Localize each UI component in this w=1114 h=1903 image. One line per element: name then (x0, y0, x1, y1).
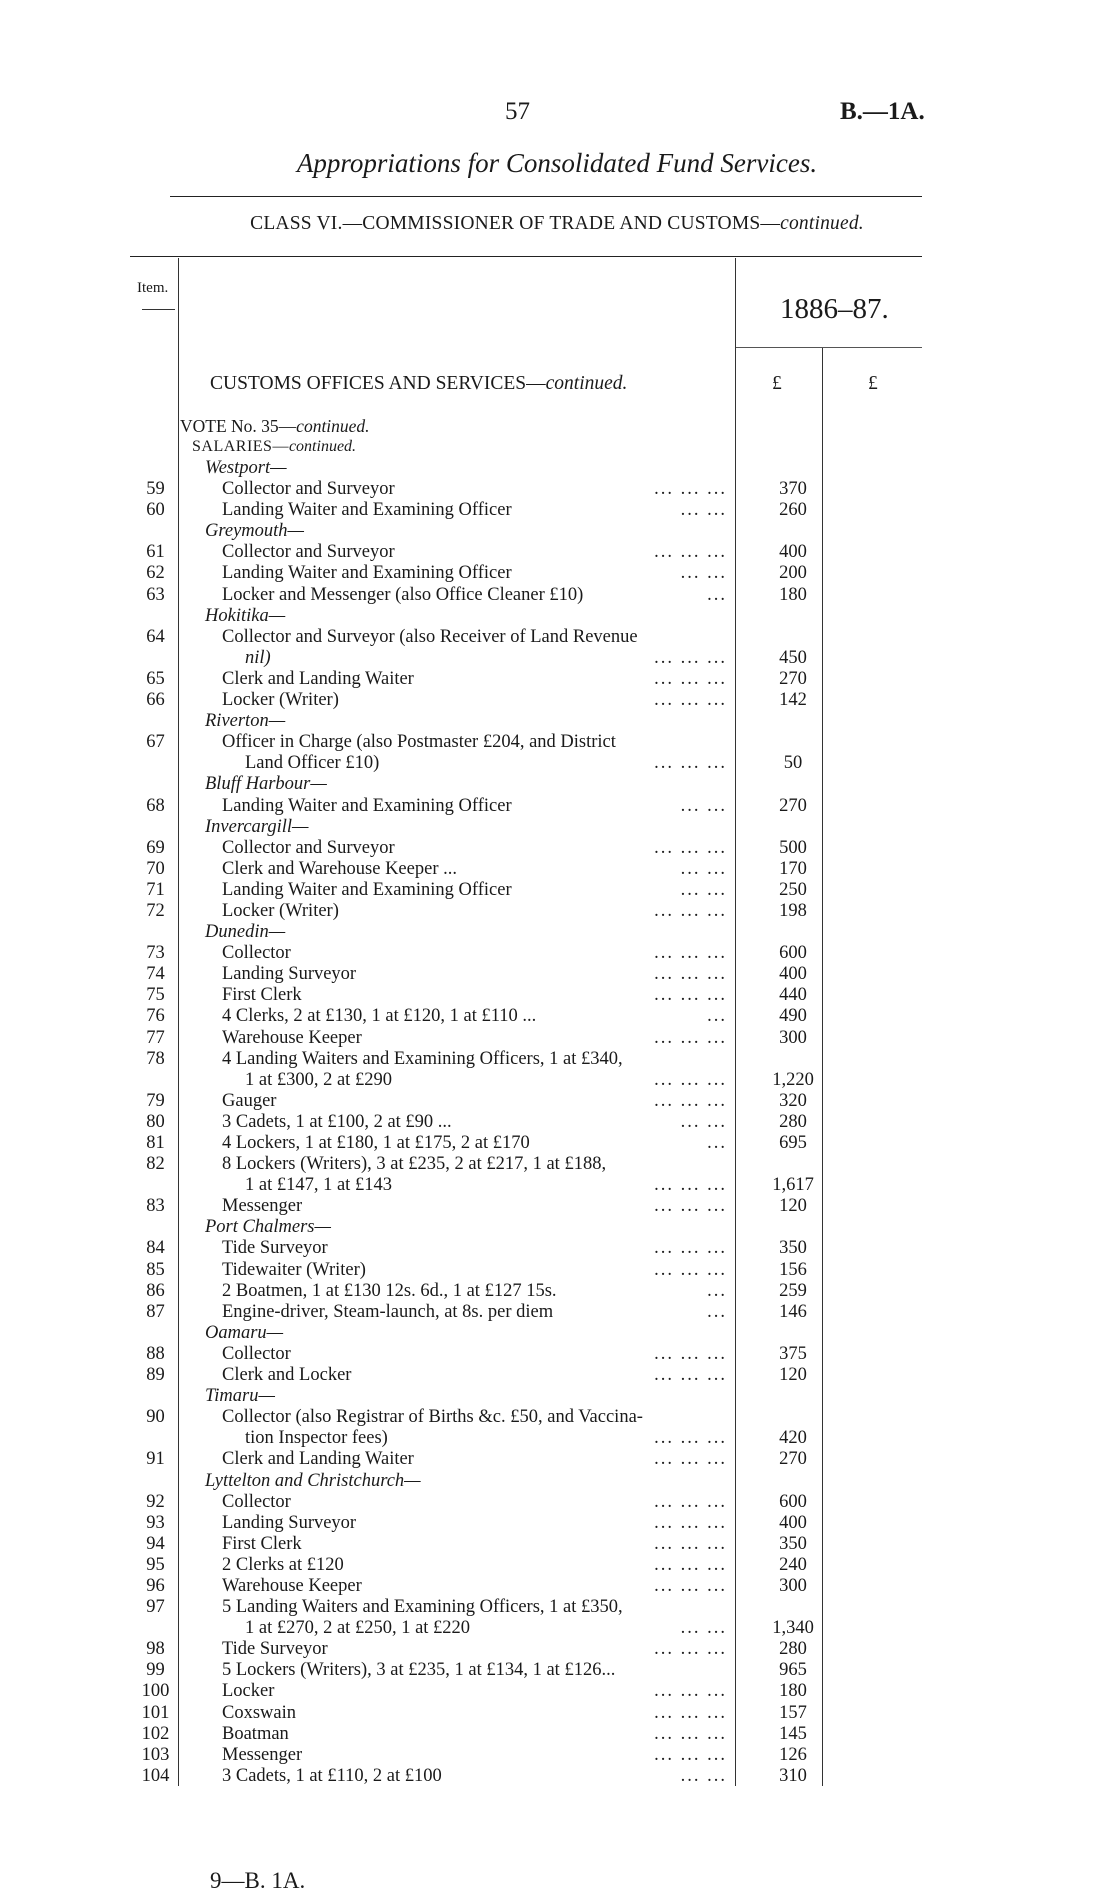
leader-dots-text: ... (707, 1280, 727, 1301)
table-row (0, 796, 1114, 817)
item-description: Warehouse Keeper (222, 1027, 362, 1048)
item-amount: 1,617 (772, 1175, 814, 1196)
item-description: Messenger (222, 1196, 303, 1217)
leader-dots-text: ... ... ... (654, 690, 727, 711)
item-amount: 350 (779, 1533, 807, 1554)
table-row (0, 648, 1114, 669)
leader-dots-text: ... ... ... (654, 1744, 727, 1765)
section-heading-cont: continued. (545, 373, 628, 394)
item-number: 78 (146, 1048, 165, 1069)
item-description: tion Inspector fees) (245, 1428, 388, 1449)
place-name: Bluff Harbour— (205, 774, 327, 795)
leader-dots-text: ... ... (680, 1765, 727, 1786)
item-number: 70 (146, 858, 165, 879)
table-row (0, 1745, 1114, 1766)
item-number: 71 (146, 879, 165, 900)
item-amount: 260 (779, 500, 807, 521)
item-amount: 145 (779, 1723, 807, 1744)
item-number: 89 (146, 1365, 165, 1386)
table-row (0, 1555, 1114, 1576)
item-description: 5 Lockers (Writers), 3 at £235, 1 at £134, 1 at £126... (222, 1660, 616, 1681)
item-number: 68 (146, 795, 165, 816)
item-description: Coxswain (222, 1702, 296, 1723)
leader-dots-text: ... ... ... (654, 900, 727, 921)
table-row (0, 985, 1114, 1006)
item-number: 95 (146, 1554, 165, 1575)
page-number: 57 (505, 98, 530, 125)
table-row (0, 1513, 1114, 1534)
item-amount: 300 (779, 1027, 807, 1048)
table-row (0, 690, 1114, 711)
section-heading (210, 373, 627, 395)
vote-heading (180, 416, 370, 437)
item-number: 73 (146, 943, 165, 964)
item-description: 1 at £270, 2 at £250, 1 at £220 (245, 1618, 471, 1639)
item-amount: 259 (779, 1280, 807, 1301)
item-number: 67 (146, 732, 165, 753)
salaries-heading (192, 438, 356, 456)
place-name: Timaru— (205, 1386, 275, 1407)
leader-dots-text: ... ... ... (654, 837, 727, 858)
item-amount: 280 (779, 1639, 807, 1660)
item-amount: 146 (779, 1301, 807, 1322)
item-description: Landing Waiter and Examining Officer (222, 879, 512, 900)
item-number: 92 (146, 1491, 165, 1512)
leader-dots-text: ... ... ... (654, 1259, 727, 1280)
place-heading-row (0, 521, 1114, 542)
leader-dots-text: ... ... ... (654, 985, 727, 1006)
table-row (0, 1407, 1114, 1428)
item-description: Landing Surveyor (222, 964, 357, 985)
table-row (0, 585, 1114, 606)
item-number: 76 (146, 1006, 165, 1027)
item-number: 66 (146, 690, 165, 711)
place-heading-row (0, 1471, 1114, 1492)
item-amount: 270 (779, 795, 807, 816)
item-number: 59 (146, 479, 165, 500)
item-number: 79 (146, 1090, 165, 1111)
place-heading-row (0, 1323, 1114, 1344)
leader-dots-text: ... ... ... (654, 964, 727, 985)
place-name: Westport— (205, 458, 287, 478)
item-number: 102 (141, 1723, 170, 1744)
title-rule (170, 196, 922, 197)
salaries-heading-cont: continued. (288, 438, 357, 455)
item-amount: 440 (779, 985, 807, 1006)
leader-dots-text: ... ... ... (654, 1175, 727, 1196)
place-name: Port Chalmers— (205, 1217, 331, 1238)
item-amount: 320 (779, 1090, 807, 1111)
item-number: 96 (146, 1575, 165, 1596)
table-row (0, 1260, 1114, 1281)
item-number: 99 (146, 1660, 165, 1681)
table-row (0, 732, 1114, 753)
item-amount: 180 (779, 1681, 807, 1702)
item-amount: 157 (779, 1702, 807, 1723)
item-amount: 270 (779, 668, 807, 689)
place-heading-row (0, 1386, 1114, 1407)
leader-dots-text: ... ... (680, 795, 727, 816)
place-heading-row (0, 711, 1114, 732)
table-row (0, 1238, 1114, 1259)
table-row (0, 880, 1114, 901)
item-amount: 198 (779, 900, 807, 921)
item-number: 91 (146, 1449, 165, 1470)
item-amount: 375 (779, 1343, 807, 1364)
leader-dots-text: ... ... (680, 500, 727, 521)
item-number: 69 (146, 837, 165, 858)
table-row (0, 479, 1114, 500)
item-description: Engine-driver, Steam-launch, at 8s. per diem (222, 1301, 554, 1322)
item-amount: 450 (779, 647, 807, 668)
item-description: Clerk and Landing Waiter (222, 668, 414, 689)
vote-heading-cont: continued. (296, 416, 370, 436)
item-amount: 490 (779, 1006, 807, 1027)
item-number: 84 (146, 1238, 165, 1259)
table-row (0, 1344, 1114, 1365)
table-row (0, 669, 1114, 690)
table-row (0, 1028, 1114, 1049)
item-amount: 126 (779, 1744, 807, 1765)
item-amount: 400 (779, 1512, 807, 1533)
place-heading-row (0, 1217, 1114, 1238)
item-description: Locker (Writer) (222, 900, 339, 921)
table-row (0, 1365, 1114, 1386)
item-number: 60 (146, 500, 165, 521)
item-amount: 1,340 (772, 1618, 814, 1639)
currency-symbol-totals: £ (868, 373, 878, 394)
table-row (0, 943, 1114, 964)
item-amount: 120 (779, 1365, 807, 1386)
item-number: 83 (146, 1196, 165, 1217)
table-top-rule (130, 256, 922, 257)
table-row (0, 1302, 1114, 1323)
item-amount: 400 (779, 964, 807, 985)
item-number: 90 (146, 1407, 165, 1428)
leader-dots-text: ... ... (680, 879, 727, 900)
year-under-rule (736, 347, 922, 348)
item-number: 74 (146, 964, 165, 985)
class-heading-cont: continued. (780, 213, 864, 234)
item-description: 2 Boatmen, 1 at £130 12s. 6d., 1 at £127 15s. (222, 1280, 557, 1301)
table-row (0, 500, 1114, 521)
item-description: Collector (222, 943, 291, 964)
item-number: 94 (146, 1533, 165, 1554)
vote-heading-main: VOTE No. 35— (180, 416, 297, 436)
item-amount: 350 (779, 1238, 807, 1259)
leader-dots-text: ... ... ... (654, 1575, 727, 1596)
place-name: Lyttelton and Christchurch— (205, 1470, 421, 1491)
item-description: Landing Waiter and Examining Officer (222, 795, 512, 816)
item-number: 63 (146, 584, 165, 605)
item-number: 72 (146, 900, 165, 921)
item-description: Tide Surveyor (222, 1238, 328, 1259)
document-reference: B.—1A. (840, 98, 925, 125)
item-amount: 370 (779, 479, 807, 500)
item-amount: 180 (779, 584, 807, 605)
footer-signature: 9—B. 1A. (210, 1868, 306, 1893)
item-amount: 420 (779, 1428, 807, 1449)
item-amount: 50 (783, 753, 803, 774)
table-row (0, 1281, 1114, 1302)
table-row (0, 1428, 1114, 1449)
leader-dots-text: ... (707, 1133, 727, 1153)
item-number: 100 (141, 1681, 170, 1702)
item-amount: 142 (779, 690, 807, 711)
place-name: Dunedin— (205, 922, 286, 943)
leader-dots-text: ... ... ... (654, 1449, 727, 1470)
item-amount: 156 (779, 1259, 807, 1280)
item-number: 80 (146, 1111, 165, 1132)
item-amount: 300 (779, 1575, 807, 1596)
item-description: First Clerk (222, 1533, 302, 1554)
place-name: Riverton— (205, 711, 286, 732)
item-description: Gauger (222, 1090, 277, 1111)
item-description: Tide Surveyor (222, 1639, 328, 1660)
leader-dots-text: ... ... ... (654, 1554, 727, 1575)
item-description: Clerk and Landing Waiter (222, 1449, 414, 1470)
item-description: Locker and Messenger (also Office Cleaner £10) (222, 584, 584, 605)
item-description: Collector and Surveyor (222, 542, 395, 563)
item-number: 75 (146, 985, 165, 1006)
leader-dots-text: ... ... ... (654, 1491, 727, 1512)
leader-dots-text: ... (707, 1301, 727, 1322)
item-number: 103 (141, 1744, 170, 1765)
table-row (0, 1766, 1114, 1787)
leader-dots-text: ... ... (680, 1111, 727, 1132)
item-description: 3 Cadets, 1 at £110, 2 at £100 (222, 1765, 442, 1786)
leader-dots-text: ... ... ... (654, 1428, 727, 1449)
table-row (0, 1492, 1114, 1513)
table-row (0, 1175, 1114, 1196)
item-number: 86 (146, 1280, 165, 1301)
item-amount: 695 (779, 1133, 807, 1153)
item-number: 61 (146, 542, 165, 563)
item-number: 97 (146, 1597, 165, 1618)
table-row (0, 1534, 1114, 1555)
item-description: Collector (222, 1343, 291, 1364)
place-heading-row (0, 922, 1114, 943)
item-amount: 310 (779, 1765, 807, 1786)
item-description: Tidewaiter (Writer) (222, 1259, 366, 1280)
appropriation-rows (0, 458, 1114, 1787)
item-column-header: Item. (137, 280, 169, 296)
item-number: 101 (141, 1702, 170, 1723)
place-heading-row (0, 774, 1114, 795)
leader-dots-text: ... ... (680, 858, 727, 879)
table-row (0, 1154, 1114, 1175)
item-number: 85 (146, 1259, 165, 1280)
item-number: 77 (146, 1027, 165, 1048)
table-row (0, 563, 1114, 584)
leader-dots-text: ... ... ... (654, 1533, 727, 1554)
item-description: 4 Lockers, 1 at £180, 1 at £175, 2 at £170 (222, 1133, 530, 1153)
item-amount: 965 (779, 1660, 807, 1681)
item-description: 4 Clerks, 2 at £130, 1 at £120, 1 at £110 ... (222, 1006, 537, 1027)
table-row (0, 542, 1114, 563)
item-amount: 200 (779, 563, 807, 584)
place-name: Oamaru— (205, 1322, 284, 1343)
item-description: Clerk and Locker (222, 1365, 352, 1386)
salaries-heading-main: SALARIES— (192, 438, 289, 455)
table-row (0, 964, 1114, 985)
item-description: Boatman (222, 1723, 289, 1744)
leader-dots-text: ... ... ... (654, 1639, 727, 1660)
item-description: Collector and Surveyor (222, 837, 395, 858)
item-description: 4 Landing Waiters and Examining Officers, 1 at £340, (222, 1048, 623, 1069)
leader-dots-text: ... ... ... (654, 1512, 727, 1533)
table-row (0, 838, 1114, 859)
item-number: 64 (146, 626, 165, 647)
item-amount: 400 (779, 542, 807, 563)
leader-dots-text: ... ... ... (654, 1702, 727, 1723)
place-heading-row (0, 606, 1114, 627)
item-description: 1 at £300, 2 at £290 (245, 1069, 392, 1090)
item-description: 8 Lockers (Writers), 3 at £235, 2 at £217, 1 at £188, (222, 1154, 607, 1175)
item-amount: 1,220 (772, 1069, 814, 1090)
table-row (0, 1660, 1114, 1681)
leader-dots-text: ... ... ... (654, 542, 727, 563)
item-description: 5 Landing Waiters and Examining Officers, 1 at £350, (222, 1597, 623, 1618)
place-name: Hokitika— (205, 605, 286, 626)
table-row (0, 1196, 1114, 1217)
leader-dots-text: ... (707, 584, 727, 605)
year-column-header: 1886–87. (780, 293, 889, 325)
table-row (0, 1133, 1114, 1154)
item-description: First Clerk (222, 985, 302, 1006)
item-description: Clerk and Warehouse Keeper ... (222, 858, 457, 879)
item-amount: 240 (779, 1554, 807, 1575)
leader-dots-text: ... ... ... (654, 1238, 727, 1259)
leader-dots-text: ... ... ... (654, 1365, 727, 1386)
page-title: Appropriations for Consolidated Fund Services. (296, 148, 818, 178)
section-heading-main: CUSTOMS OFFICES AND SERVICES— (210, 373, 546, 394)
item-amount: 600 (779, 1491, 807, 1512)
item-number: 93 (146, 1512, 165, 1533)
leader-dots-text: ... ... ... (654, 1090, 727, 1111)
table-row (0, 627, 1114, 648)
item-description: Collector and Surveyor (also Receiver of Land Revenue (222, 626, 638, 647)
item-amount: 270 (779, 1449, 807, 1470)
place-name: Greymouth— (205, 521, 304, 542)
item-description: Landing Waiter and Examining Officer (222, 500, 512, 521)
item-amount: 170 (779, 858, 807, 879)
table-row (0, 1703, 1114, 1724)
item-number: 65 (146, 668, 165, 689)
item-description: Locker (Writer) (222, 690, 339, 711)
leader-dots-text: ... ... ... (654, 1343, 727, 1364)
item-description: Collector and Surveyor (222, 479, 395, 500)
leader-dots-text: ... (707, 1006, 727, 1027)
leader-dots-text: ... ... ... (654, 1196, 727, 1217)
place-name: Invercargill— (205, 816, 309, 837)
item-description: Landing Surveyor (222, 1512, 357, 1533)
item-description: Collector (also Registrar of Births &c. £50, and Vaccina- (222, 1407, 643, 1428)
item-description: nil) (245, 647, 271, 668)
item-description: Land Officer £10) (245, 753, 380, 774)
item-description: Messenger (222, 1744, 303, 1765)
leader-dots-text: ... ... (680, 563, 727, 584)
item-description: Landing Waiter and Examining Officer (222, 563, 512, 584)
item-number: 62 (146, 563, 165, 584)
item-header-dash (142, 309, 175, 310)
item-number: 98 (146, 1639, 165, 1660)
leader-dots-text: ... ... ... (654, 1027, 727, 1048)
item-description: Officer in Charge (also Postmaster £204, and District (222, 732, 616, 753)
table-row (0, 1639, 1114, 1660)
table-row (0, 1449, 1114, 1470)
item-amount: 280 (779, 1111, 807, 1132)
table-row (0, 1112, 1114, 1133)
item-description: 2 Clerks at £120 (222, 1554, 344, 1575)
table-row (0, 1724, 1114, 1745)
leader-dots-text: ... ... ... (654, 1069, 727, 1090)
table-row (0, 1091, 1114, 1112)
leader-dots-text: ... ... ... (654, 1723, 727, 1744)
leader-dots-text: ... ... ... (654, 647, 727, 668)
item-number: 81 (146, 1133, 165, 1153)
currency-symbol-items: £ (772, 373, 782, 394)
table-row (0, 901, 1114, 922)
item-description: 3 Cadets, 1 at £100, 2 at £90 ... (222, 1111, 452, 1132)
table-row (0, 859, 1114, 880)
item-amount: 500 (779, 837, 807, 858)
table-row (0, 753, 1114, 774)
leader-dots-text: ... ... ... (654, 479, 727, 500)
table-row (0, 1681, 1114, 1702)
leader-dots-text: ... ... ... (654, 668, 727, 689)
item-amount: 120 (779, 1196, 807, 1217)
leader-dots-text: ... ... (680, 1618, 727, 1639)
item-amount: 250 (779, 879, 807, 900)
place-heading-row (0, 458, 1114, 479)
item-description: 1 at £147, 1 at £143 (245, 1175, 392, 1196)
place-heading-row (0, 817, 1114, 838)
item-amount: 600 (779, 943, 807, 964)
item-description: Warehouse Keeper (222, 1575, 362, 1596)
table-row (0, 1618, 1114, 1639)
table-row (0, 1576, 1114, 1597)
item-description: Collector (222, 1491, 291, 1512)
item-number: 82 (146, 1154, 165, 1175)
item-number: 104 (141, 1765, 170, 1786)
table-row (0, 1006, 1114, 1027)
leader-dots-text: ... ... ... (654, 943, 727, 964)
table-row (0, 1049, 1114, 1070)
table-row (0, 1597, 1114, 1618)
item-number: 87 (146, 1301, 165, 1322)
item-number: 88 (146, 1343, 165, 1364)
leader-dots-text: ... ... ... (654, 1681, 727, 1702)
class-heading (0, 213, 1114, 235)
table-row (0, 1070, 1114, 1091)
class-heading-main: CLASS VI.—COMMISSIONER OF TRADE AND CUSTOMS— (250, 213, 781, 234)
leader-dots-text: ... ... ... (654, 753, 727, 774)
item-description: Locker (222, 1681, 275, 1702)
